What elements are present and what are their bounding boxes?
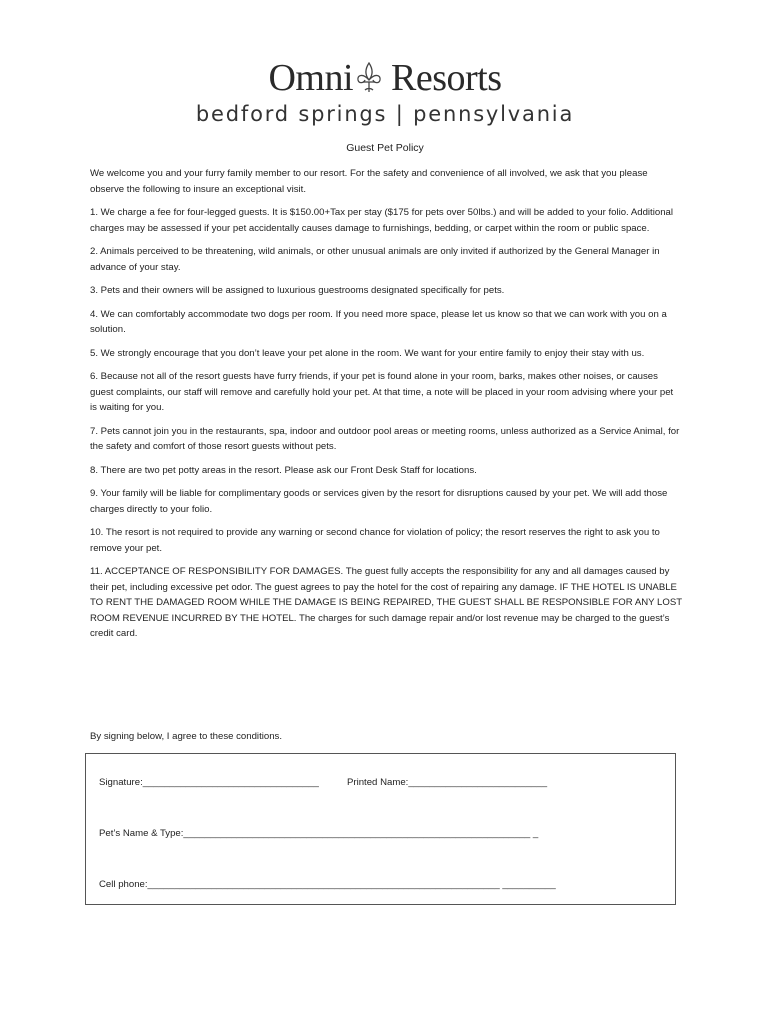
pet-name-type-field[interactable]: Pet’s Name & Type:_________________________________________________________________ _ (99, 828, 539, 839)
signature-field[interactable]: Signature:_________________________________ (99, 777, 319, 788)
policy-item-1: 1. We charge a fee for four-legged guests. It is $150.00+Tax per stay ($175 for pets over 50lbs.) and will be added to your folio. Additional charges may be assessed if your pet accidentally causes damage to furnishings, bedding, or carpet within the room or public space. (90, 207, 673, 234)
agreement-statement: By signing below, I agree to these conditions. (90, 731, 282, 742)
policy-item-11: 11. ACCEPTANCE OF RESPONSIBILITY FOR DAMAGES. The guest fully accepts the responsibility for any and all damages caused by their pet, including excessive pet odor. The guest agrees to pay the hotel for the cost of repairing any damage. IF THE HOTEL IS UNABLE TO RENT THE DAMAGED ROOM WHILE THE DAMAGE IS BEING REPAIRED, THE GUEST SHALL BE RESPONSIBLE FOR ANY LOST ROOM REVENUE INCURRED BY THE HOTEL. The charges for such damage repair and/or lost revenue may be charged to the guest’s credit card. (90, 566, 682, 639)
signature-box (85, 753, 676, 905)
document-title: Guest Pet Policy (346, 142, 424, 154)
brand-omni: Omni (268, 57, 354, 99)
printed-name-field[interactable]: Printed Name:__________________________ (347, 777, 548, 788)
brand-resorts: Resorts (391, 57, 502, 99)
resort-logo (0, 58, 770, 126)
fleur-de-lis-icon (355, 60, 383, 96)
policy-item-8: 8. There are two pet potty areas in the resort. Please ask our Front Desk Staff for locations. (90, 464, 477, 476)
policy-item-3: 3. Pets and their owners will be assigned to luxurious guestrooms designated specifically for pets. (90, 285, 505, 296)
policy-item-2: 2. Animals perceived to be threatening, wild animals, or other unusual animals are only invited if authorized by the General Manager in advance of your stay. (90, 246, 660, 273)
logo-subtitle: bedford springs | pennsylvania (195, 102, 575, 126)
policy-item-4: 4. We can comfortably accommodate two dogs per room. If you need more space, please let us know so that we can work with you on a solution. (90, 308, 667, 335)
policy-item-5: 5. We strongly encourage that you don’t leave your pet alone in the room. We want for your entire family to enjoy their stay with us. (90, 347, 645, 359)
policy-item-10: 10. The resort is not required to provide any warning or second chance for violation of policy; the resort reserves the right to ask you to remove your pet. (90, 527, 660, 554)
policy-body (90, 166, 682, 650)
policy-item-6: 6. Because not all of the resort guests have furry friends, if your pet is found alone in your room, barks, makes other noises, or causes guest complaints, our staff will remove and carefully hold your pet. At that time, a note will be placed in your room advising where your pet is waiting for you. (90, 371, 674, 413)
intro-paragraph: We welcome you and your furry family member to our resort. For the safety and convenience of all involved, we ask that you please observe the following to insure an exceptional visit. (90, 168, 648, 195)
policy-item-7: 7. Pets cannot join you in the restaurants, spa, indoor and outdoor pool areas or meeting rooms, unless authorized as a Service Animal, for the safety and comfort of those resort guests without pets. (90, 425, 680, 452)
policy-item-9: 9. Your family will be liable for complimentary goods or services given by the resort for disruptions caused by your pet. We will add those charges directly to your folio. (90, 488, 668, 515)
cell-phone-field[interactable]: Cell phone:__________________________________________________________________ __________ (99, 879, 556, 890)
